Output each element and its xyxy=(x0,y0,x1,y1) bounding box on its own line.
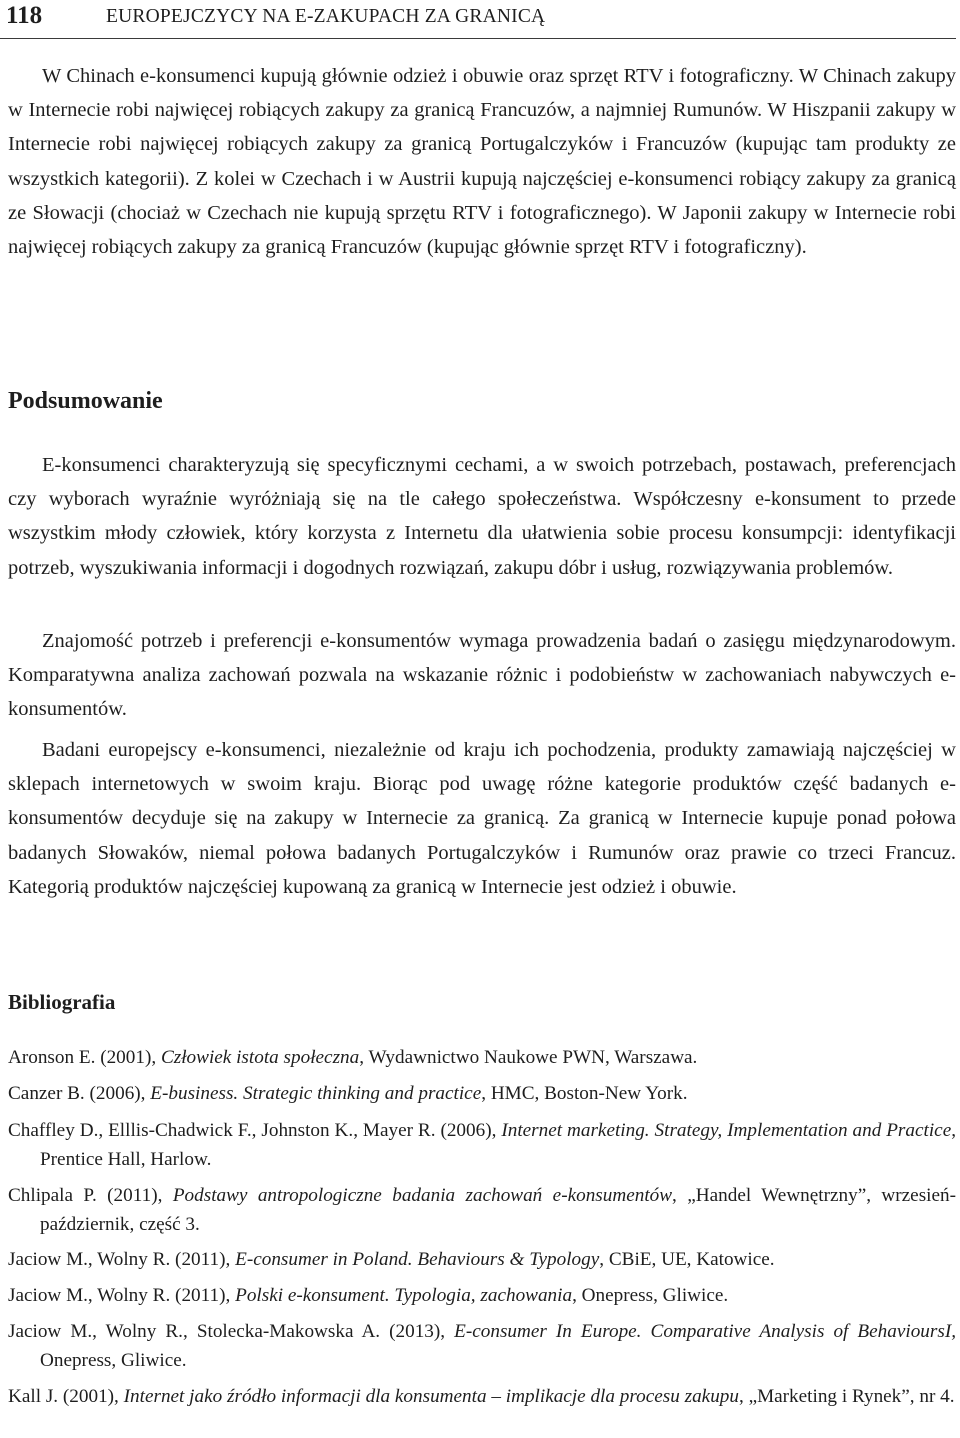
page-number: 118 xyxy=(6,2,43,29)
summary-paragraph-3: Badani europejscy e-konsumenci, niezależnie od kraju ich pochodzenia, produkty zamawiają najczęściej w sklepach internetowych w swoim kraju. Biorąc pod uwagę różne kategorie produktów część badanych e-konsumentów decyduje się na zakupy w Internecie za granicą. Za granicą w Internecie kupuje ponad połowa badanych Słowaków, niemal połowa badanych Portugalczyków i Rumunów oraz prawie co trzeci Francuz. Kategorią produktów najczęściej kupowaną za granicą w Internecie jest odzież i obuwie. xyxy=(8,739,956,898)
bibliography-entry: Chaffley D., Elllis-Chadwick F., Johnston K., Mayer R. (2006), Internet marketing. Strategy, Implementation and Practice, Prentice Hall, Harlow. xyxy=(8,1120,957,1170)
bibliography-entry: Canzer B. (2006), E-business. Strategic thinking and practice, HMC, Boston-New York. xyxy=(8,1083,688,1104)
header-rule xyxy=(0,38,956,39)
bibliography-entry: Kall J. (2001), Internet jako źródło informacji dla konsumenta – implikacje dla procesu zakupu, „Marketing i Rynek”, nr 4. xyxy=(8,1386,955,1407)
bibliography-entry: Aronson E. (2001), Człowiek istota społeczna, Wydawnictwo Naukowe PWN, Warszawa. xyxy=(8,1047,698,1068)
summary-paragraph-2: Znajomość potrzeb i preferencji e-konsumentów wymaga prowadzenia badań o zasięgu międzynarodowym. Komparatywna analiza zachowań pozwala na wskazanie różnic i podobieństw w zachowaniach nabywczych e-konsumentów. xyxy=(8,630,956,721)
running-header xyxy=(0,0,960,40)
bibliography-entry: Jaciow M., Wolny R. (2011), Polski e-konsument. Typologia, zachowania, Onepress, Gliwice. xyxy=(8,1285,729,1306)
section-heading-bibliography: Bibliografia xyxy=(8,990,116,1014)
bibliography-entry: Jaciow M., Wolny R., Stolecka-Makowska A. (2013), E-consumer In Europe. Comparative Analysis of BehavioursI, Onepress, Gliwice. xyxy=(8,1321,957,1371)
summary-paragraph-1: E-konsumenci charakteryzują się specyficznymi cechami, a w swoich potrzebach, postawach, preferencjach czy wyborach wyraźnie wyróżniają się na tle całego społeczeństwa. Współczesny e-konsument to przede wszystkim młody człowiek, który korzysta z Internetu dla ułatwienia sobie procesu konsumpcji: identyfikacji potrzeb, wyszukiwania informacji i dogodnych rozwiązań, zakupu dóbr i usług, rozwiązywania problemów. xyxy=(8,454,956,579)
bibliography-entry: Jaciow M., Wolny R. (2011), E-consumer in Poland. Behaviours & Typology, CBiE, UE, Katowice. xyxy=(8,1249,775,1270)
section-heading-summary: Podsumowanie xyxy=(8,388,163,414)
bibliography-entry: Chlipala P. (2011), Podstawy antropologiczne badania zachowań e-konsumentów, „Handel Wewnętrzny”, wrzesień-październik, część 3. xyxy=(8,1185,956,1235)
running-title: EUROPEJCZYCY NA E-ZAKUPACH ZA GRANICĄ xyxy=(106,6,546,27)
intro-paragraph: W Chinach e-konsumenci kupują głównie odzież i obuwie oraz sprzęt RTV i fotograficzny. W Chinach zakupy w Internecie robi najwięcej robiących zakupy za granicą Francuzów, a najmniej Rumunów. W Hiszpanii zakupy w Internecie robi najwięcej robiących zakupy za granicą Portugalczyków i Francuzów (kupując tam produkty ze wszystkich kategorii). Z kolei w Czechach i w Austrii kupują najczęściej e-konsumenci robiący zakupy za granicą ze Słowacji (chociaż w Czechach nie kupują sprzętu RTV i fotograficznego). W Japonii zakupy w Internecie robi najwięcej robiących zakupy za granicą Francuzów (kupując głównie sprzęt RTV i fotograficzny). xyxy=(8,65,956,259)
